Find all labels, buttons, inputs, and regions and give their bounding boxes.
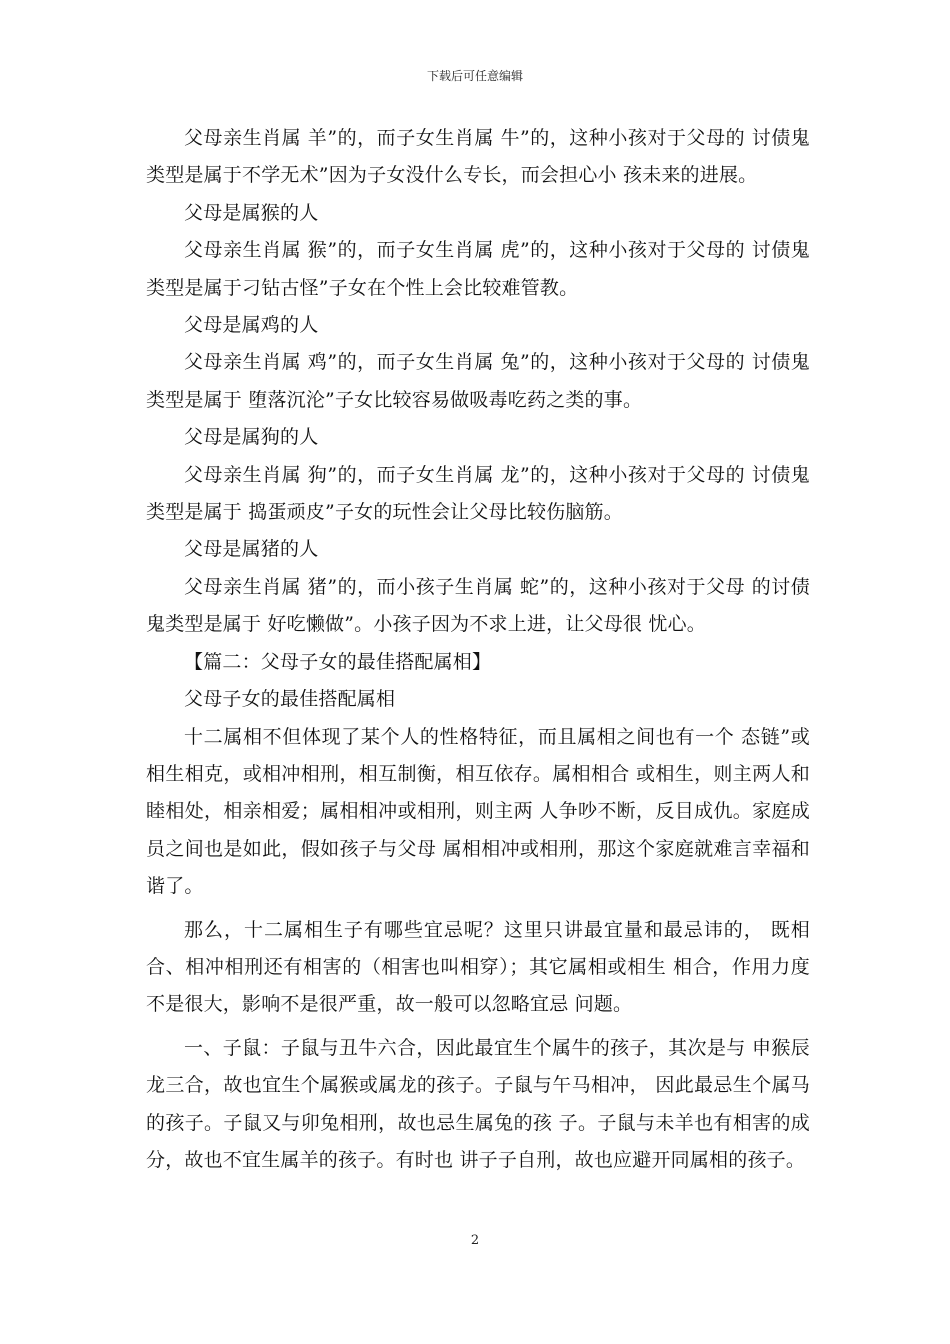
subheading: 父母是属猪的人 (184, 538, 319, 561)
subheading: 父母是属猴的人 (184, 201, 319, 224)
section-title: 【篇二：父母子女的最佳搭配属相】 (184, 650, 492, 673)
paragraph: 父母亲生肖属 狗”的，而子女生肖属 龙”的，这种小孩对于父母的 讨债鬼类型是属于 捣蛋顽皮”子女的玩性会让父母比较伤脑筋。 (146, 463, 810, 524)
paragraph: 十二属相不但体现了某个人的性格特征，而且属相之间也有一个 态链”或相生相克，或相冲相刑，相互制衡，相互依存。属相相合 或相生，则主两人和睦相处，相亲相爱；属相相冲或相刑，则主两 人争吵不断，反目成仇。家庭成员之间也是如此，假如孩子与父母 属相相冲或相刑，那这个家庭就难言幸福和谐了。 (146, 725, 810, 898)
paragraph: 父母亲生肖属 鸡”的，而子女生肖属 兔”的，这种小孩对于父母的 讨债鬼类型是属于 堕落沉沦”子女比较容易做吸毒吃药之类的事。 (146, 351, 810, 411)
subheading: 父母是属鸡的人 (184, 314, 319, 337)
paragraph: 那么，十二属相生子有哪些宜忌呢？这里只讲最宜量和最忌讳的， 既相合、相冲相刑还有相害的（相害也叫相穿）；其它属相或相生 相合，作用力度不是很大，影响不是很严重，故一般可以忽略宜忌 问题。 (146, 918, 810, 1016)
page-number: 2 (470, 1233, 480, 1248)
document-body (146, 120, 810, 1179)
paragraph: 一、子鼠：子鼠与丑牛六合，因此最宜生个属牛的孩子，其次是与 申猴辰龙三合，故也宜生个属猴或属龙的孩子。子鼠与午马相冲， 因此最忌生个属马的孩子。子鼠又与卯兔相刑，故也忌生属兔的孩 子。子鼠与未羊也有相害的成分，故也不宜生属羊的孩子。有时也 讲子子自刑，故也应避开同属相的孩子。 (146, 1036, 810, 1171)
paragraph: 父母亲生肖属 羊”的，而子女生肖属 牛”的，这种小孩对于父母的 讨债鬼类型是属于不学无术”因为子女没什么专长，而会担心小 孩未来的进展。 (146, 127, 810, 187)
page-header-note: 下载后可任意编辑 (426, 69, 523, 83)
subheading: 父母是属狗的人 (184, 426, 319, 449)
paragraph: 父母亲生肖属 猪”的，而小孩子生肖属 蛇”的，这种小孩对于父母 的讨债鬼类型是属于 好吃懒做”。小孩子因为不求上进，让父母很 忧心。 (146, 575, 810, 636)
paragraph: 父母亲生肖属 猴”的，而子女生肖属 虎”的，这种小孩对于父母的 讨债鬼类型是属于刁钻古怪”子女在个性上会比较难管教。 (146, 239, 810, 299)
section-subtitle: 父母子女的最佳搭配属相 (184, 688, 396, 711)
